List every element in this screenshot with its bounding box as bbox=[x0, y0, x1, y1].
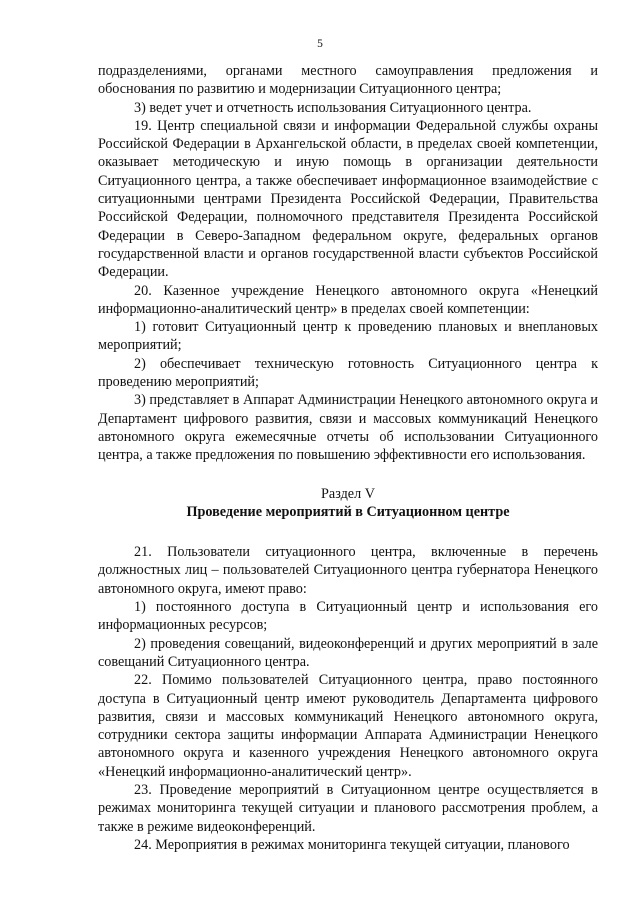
document-body bbox=[98, 62, 598, 854]
paragraph-18-item-3: 3) ведет учет и отчетность использования Ситуационного центра. bbox=[134, 99, 532, 116]
paragraph-continuation: подразделениями, органами местного самоуправления предложения и обоснования по развитию и модернизации Ситуационного центра; bbox=[98, 63, 598, 98]
section-label: Раздел V bbox=[321, 485, 375, 502]
paragraph-20-item-3: 3) представляет в Аппарат Администрации Ненецкого автономного округа и Департамент цифрового развития, связи и массовых коммуникаций Ненецкого автономного округа ежемесячные отчеты об использовании Ситуационного центра, а также предложения по повышению эффективности его использования. bbox=[98, 392, 598, 464]
paragraph-21-item-2: 2) проведения совещаний, видеоконференций и других мероприятий в зале совещаний Ситуационного центра. bbox=[98, 635, 598, 670]
paragraph-22: 22. Помимо пользователей Ситуационного центра, право постоянного доступа в Ситуационный центр имеют руководитель Департамента цифрового развития, связи и массовых коммуникаций Ненецкого автономного округа, сотрудники сектора защиты информации Аппарата Администрации Ненецкого автономного округа и казенного учреждения Ненецкого автономного округа «Ненецкий информационно-аналитический центр». bbox=[98, 672, 598, 780]
paragraph-20-item-2: 2) обеспечивает техническую готовность Ситуационного центра к проведению мероприятий; bbox=[98, 355, 598, 391]
paragraph-23: 23. Проведение мероприятий в Ситуационном центре осуществляется в режимах мониторинга текущей ситуации и планового рассмотрения проблем, а также в режиме видеоконференций. bbox=[98, 781, 598, 835]
paragraph-21: 21. Пользователи ситуационного центра, включенные в перечень должностных лиц – пользователей Ситуационного центра губернатора Ненецкого автономного округа, имеют право: bbox=[98, 544, 598, 597]
section-title: Проведение мероприятий в Ситуационном центре bbox=[186, 503, 510, 520]
paragraph-19: 19. Центр специальной связи и информации Федеральной службы охраны Российской Федерации в Архангельской области, в пределах своей компетенции, оказывает методическую и иную помощь в организации деятельности Ситуационного центра, а также обеспечивает информационное взаимодействие с ситуационными центрами Президента Российской Федерации, Правительства Российской Федерации, полномочного представителя Президента Российской Федерации в Северо-Западном федеральном округе, федеральных органов государственной власти и органов государственной власти субъектов Российской Федерации. bbox=[98, 117, 598, 281]
paragraph-21-item-1: 1) постоянного доступа в Ситуационный центр и использования его информационных ресурсов; bbox=[98, 599, 598, 634]
page-number: 5 bbox=[317, 38, 323, 50]
paragraph-20-item-1: 1) готовит Ситуационный центр к проведению плановых и внеплановых мероприятий; bbox=[98, 319, 598, 354]
paragraph-20: 20. Казенное учреждение Ненецкого автономного округа «Ненецкий информационно-аналитический центр» в пределах своей компетенции: bbox=[98, 282, 598, 317]
paragraph-24: 24. Мероприятия в режимах мониторинга текущей ситуации, планового bbox=[134, 836, 570, 853]
